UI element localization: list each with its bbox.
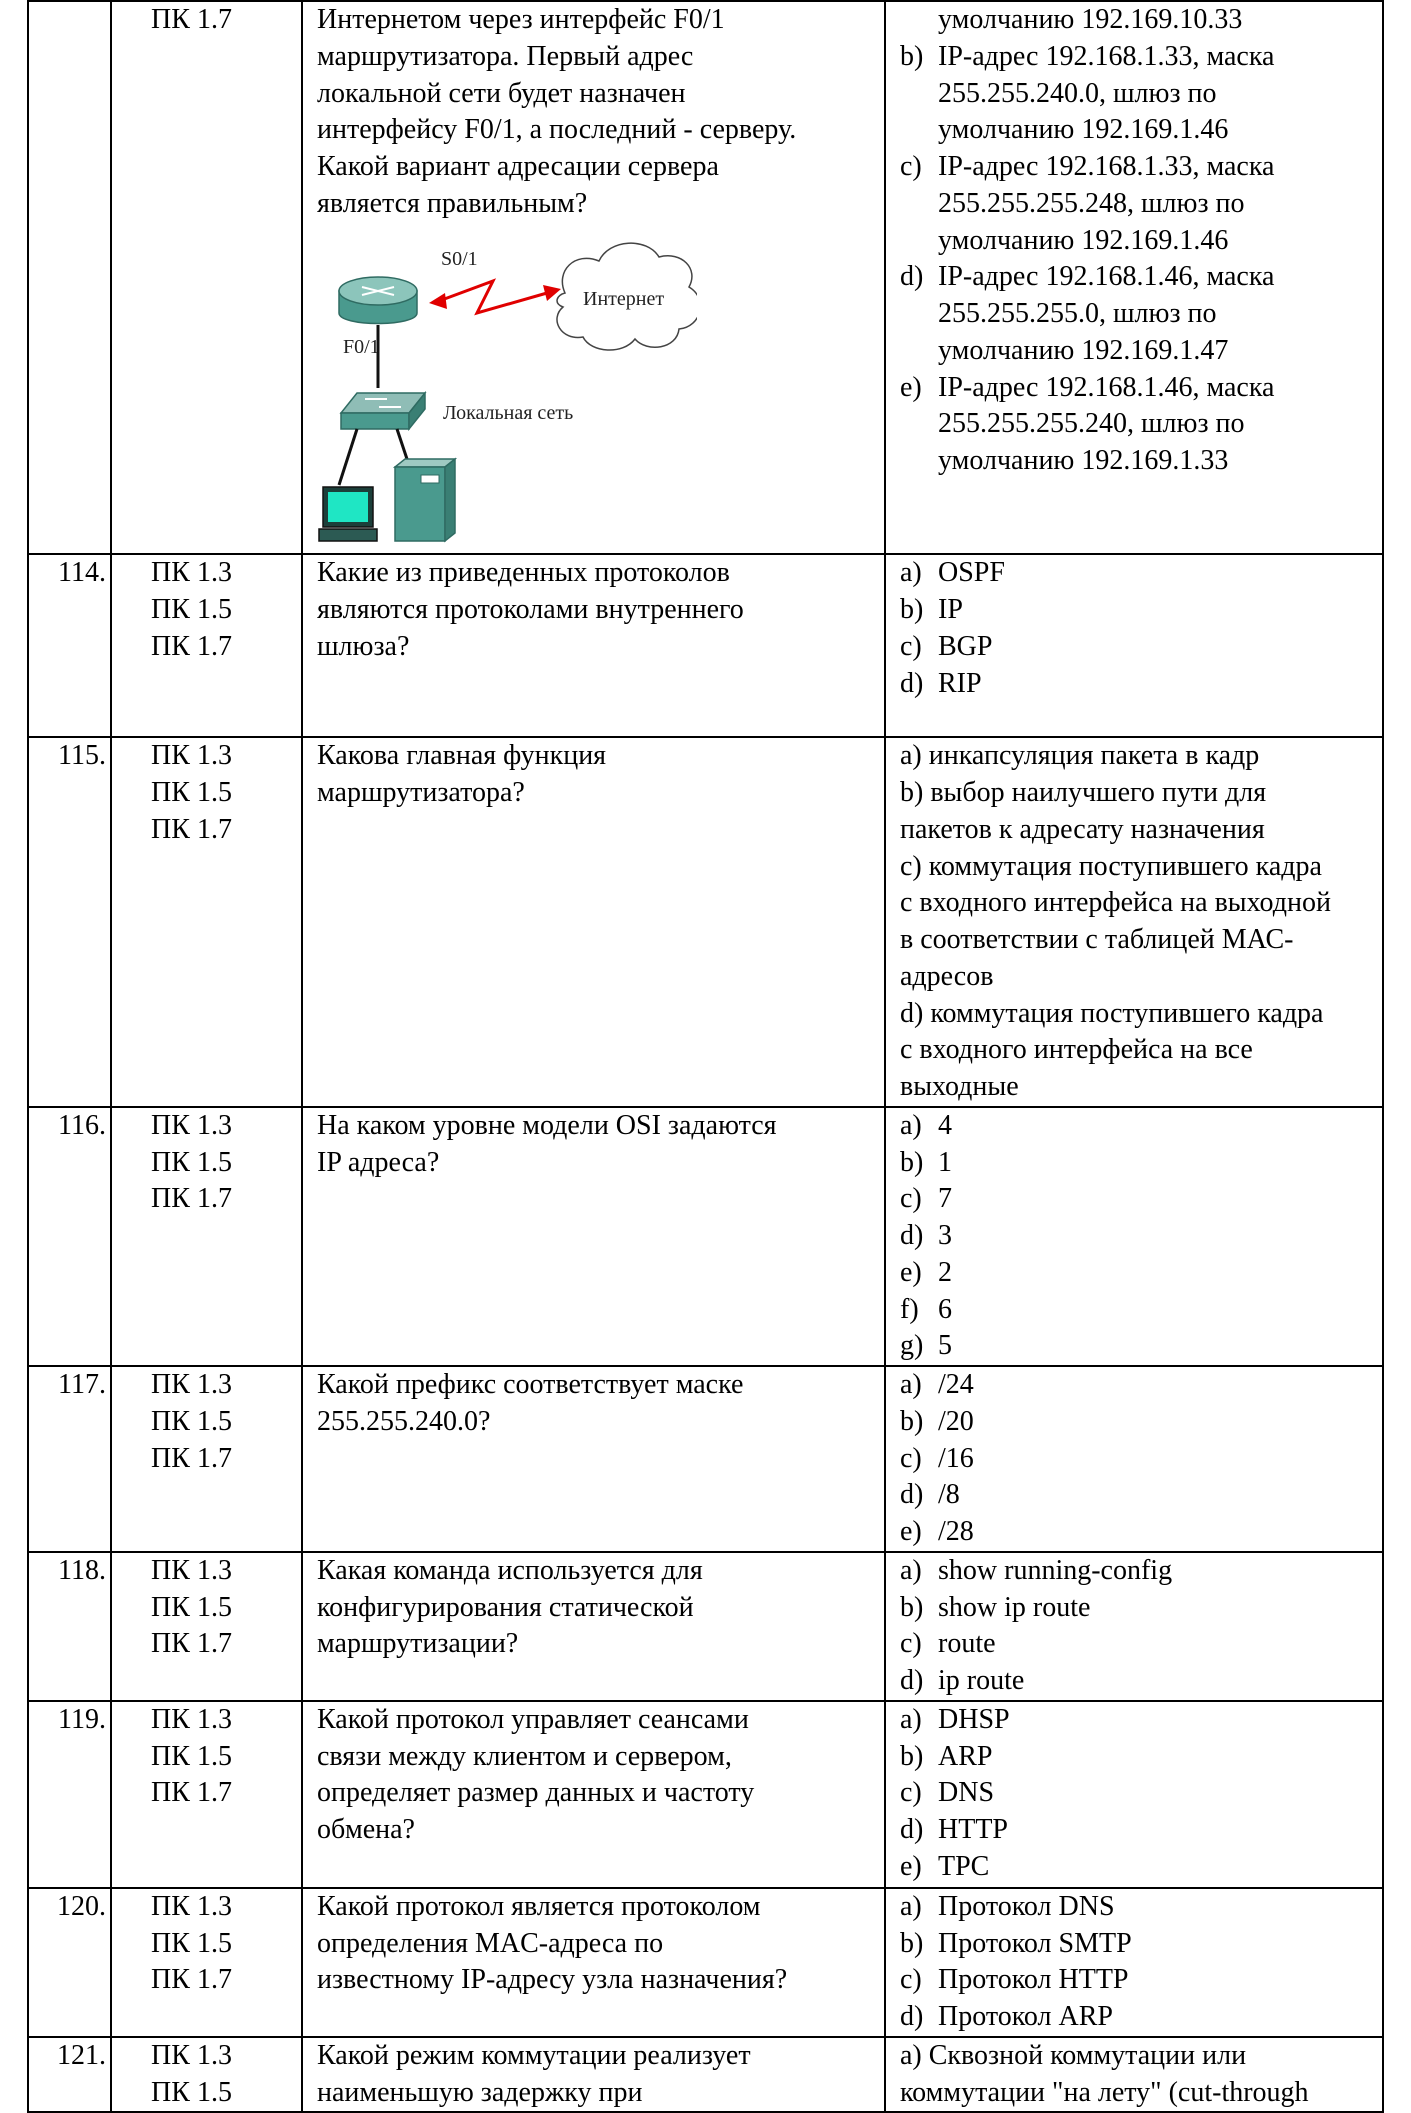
option-marker: e) <box>900 371 922 403</box>
answer-option <box>900 1328 1378 1365</box>
competency-code: ПК 1.3 <box>151 557 232 589</box>
option-text-line: пакетов к адресату назначения <box>900 813 1265 845</box>
option-text <box>938 1812 1378 1849</box>
option-text-line: b) выбор наилучшего пути для <box>900 777 1267 808</box>
competency-cell <box>111 2037 302 2113</box>
question-row <box>28 2037 1383 2113</box>
option-marker: d) <box>900 667 924 699</box>
option-marker: b) <box>900 1405 924 1437</box>
answer-option <box>900 39 1378 149</box>
answer-option <box>900 1999 1378 2036</box>
option-text <box>938 1849 1378 1886</box>
option-text <box>938 1108 1378 1145</box>
question-text-line: интерфейсу F0/1, а последний - серверу. <box>317 114 797 146</box>
answer-option <box>900 1108 1378 1145</box>
question-number-cell <box>28 1107 111 1366</box>
competency-code: ПК 1.5 <box>151 1927 232 1959</box>
option-marker: d) <box>900 1814 924 1845</box>
question-row <box>28 1701 1383 1888</box>
option-text <box>938 1590 1378 1627</box>
option-marker: c) <box>900 1442 922 1474</box>
option-text <box>938 1441 1378 1478</box>
answer-continuation <box>900 2 1378 39</box>
option-text-line: 2 <box>938 1256 952 1288</box>
option-marker: a) <box>900 1703 922 1735</box>
option-marker: b) <box>900 1927 924 1959</box>
answer-option <box>900 849 1378 996</box>
question-text-line: Какой режим коммутации реализует <box>317 2039 751 2071</box>
answer-option <box>900 259 1378 369</box>
question-text-line: Какой вариант адресации сервера <box>317 151 719 182</box>
option-text-line: Протокол SMTP <box>938 1927 1132 1959</box>
option-text-line: DHSP <box>938 1703 1010 1735</box>
option-text-line: TPC <box>938 1850 990 1882</box>
option-text-line: 255.255.255.0, шлюз по <box>938 298 1217 329</box>
answer-option <box>900 1889 1378 1926</box>
option-marker: a) <box>900 1369 922 1400</box>
option-text-line: 4 <box>938 1109 952 1141</box>
option-text-line: /28 <box>938 1516 974 1547</box>
answer-option <box>900 738 1378 775</box>
question-text-line: известному IP-адресу узла назначения? <box>317 1964 788 1996</box>
option-text <box>938 1292 1378 1329</box>
question-number-cell <box>28 554 111 737</box>
option-text <box>938 1999 1378 2036</box>
option-text <box>938 1255 1378 1292</box>
answer-option <box>900 1663 1378 1700</box>
option-text-line: route <box>938 1628 996 1660</box>
answer-options-cell <box>885 1107 1383 1366</box>
question-text-line: обмена? <box>317 1814 415 1845</box>
question-row <box>28 1888 1383 2037</box>
option-marker: b) <box>900 1740 924 1772</box>
question-row <box>28 1107 1383 1366</box>
competency-code: ПК 1.7 <box>151 1628 232 1660</box>
option-marker: d) <box>900 1220 924 1251</box>
question-text-cell <box>302 1888 885 2037</box>
answer-option <box>900 1477 1378 1514</box>
answer-option <box>900 629 1378 666</box>
question-text-line: Какой префикс соответствует маске <box>317 1369 744 1400</box>
option-text-line: выходные <box>900 1071 1019 1102</box>
option-marker: b) <box>900 1591 924 1623</box>
option-text <box>938 1181 1378 1218</box>
option-marker: a) <box>900 557 922 589</box>
question-text-line: наименьшую задержку при <box>317 2076 643 2108</box>
option-text-line: 1 <box>938 1146 952 1178</box>
option-marker: e) <box>900 1516 922 1547</box>
lan-label: Локальная сеть <box>443 401 574 424</box>
option-text-line: /20 <box>938 1405 974 1437</box>
option-marker: c) <box>900 1628 922 1660</box>
question-number: 116. <box>58 1109 106 1141</box>
competency-code: ПК 1.3 <box>151 1369 232 1400</box>
option-text-line: 3 <box>938 1220 952 1251</box>
question-text-line: определения MAC-адреса по <box>317 1927 664 1959</box>
option-text-line: IP-адрес 192.168.1.46, маска <box>938 371 1275 403</box>
switch-icon <box>341 393 425 429</box>
question-number: 117. <box>58 1369 106 1400</box>
pc-icon <box>319 487 377 541</box>
option-marker: d) <box>900 2001 924 2032</box>
question-text-line: маршрутизации? <box>317 1628 519 1660</box>
option-text <box>938 1145 1378 1182</box>
competency-code: ПК 1.3 <box>151 1703 232 1735</box>
question-text-cell <box>302 1552 885 1701</box>
option-text <box>938 1663 1378 1700</box>
competency-code: ПК 1.3 <box>151 1109 232 1141</box>
answer-options-cell <box>885 2037 1383 2113</box>
competency-code: ПК 1.5 <box>151 1740 232 1772</box>
option-text-line: Протокол ARP <box>938 2001 1113 2032</box>
option-text-line: DNS <box>938 1777 995 1809</box>
option-text <box>938 1926 1378 1963</box>
answer-option <box>900 1849 1378 1886</box>
answer-option <box>900 1181 1378 1218</box>
answer-option <box>900 1739 1378 1776</box>
option-text-line: IP <box>938 594 963 625</box>
option-text-line: IP-адрес 192.168.1.46, маска <box>938 261 1275 293</box>
answer-option <box>900 1218 1378 1255</box>
competency-cell <box>111 1 302 554</box>
option-text-line: /16 <box>938 1442 974 1474</box>
network-diagram <box>317 223 878 554</box>
question-number-cell <box>28 1552 111 1701</box>
server-icon <box>395 459 455 541</box>
competency-code: ПК 1.3 <box>151 1554 232 1586</box>
option-text-line: Протокол DNS <box>938 1890 1115 1922</box>
f01-label: F0/1 <box>343 335 380 358</box>
question-text-line: На каком уровне модели OSI задаются <box>317 1109 777 1141</box>
question-text-line: маршрутизатора. Первый адрес <box>317 40 694 72</box>
option-text-line: умолчанию 192.169.1.47 <box>938 334 1229 366</box>
option-marker: c) <box>900 151 922 182</box>
option-marker: d) <box>900 1479 924 1511</box>
competency-code: ПК 1.7 <box>151 630 232 662</box>
option-text <box>938 1477 1378 1514</box>
option-marker: e) <box>900 1850 922 1882</box>
competency-cell <box>111 554 302 737</box>
answer-options-cell <box>885 1888 1383 2037</box>
option-text <box>938 1889 1378 1926</box>
competency-cell <box>111 737 302 1107</box>
option-text <box>938 1404 1378 1441</box>
question-text-line: Какой протокол является протоколом <box>317 1890 761 1922</box>
answer-option <box>900 592 1378 629</box>
option-marker: e) <box>900 1256 922 1288</box>
option-text <box>938 149 1378 259</box>
competency-code: ПК 1.7 <box>151 1777 232 1809</box>
question-text-line: 255.255.240.0? <box>317 1405 491 1437</box>
answer-option <box>900 1441 1378 1478</box>
internet-label: Интернет <box>583 287 665 310</box>
option-text-line: HTTP <box>938 1814 1008 1845</box>
question-number: 114. <box>58 557 106 589</box>
answer-option <box>900 775 1378 849</box>
answer-option <box>900 370 1378 480</box>
option-marker: f) <box>900 1293 919 1325</box>
question-number-cell <box>28 1701 111 1888</box>
question-text-line: маршрутизатора? <box>317 777 525 808</box>
s01-label: S0/1 <box>441 247 478 270</box>
question-text-line: Какие из приведенных протоколов <box>317 557 730 589</box>
option-text-line: умолчанию 192.169.1.46 <box>938 114 1229 146</box>
option-text-line: умолчанию 192.169.10.33 <box>938 4 1243 35</box>
option-text <box>938 1367 1378 1404</box>
question-row <box>28 1 1383 554</box>
competency-cell <box>111 1107 302 1366</box>
option-text-line: IP-адрес 192.168.1.33, маска <box>938 40 1275 72</box>
competency-code: ПК 1.5 <box>151 1591 232 1623</box>
question-text-line: шлюза? <box>317 630 410 662</box>
option-text-line: с входного интерфейса на все <box>900 1034 1253 1066</box>
question-text-cell <box>302 2037 885 2113</box>
answer-option <box>900 1145 1378 1182</box>
question-row <box>28 1366 1383 1552</box>
pc-link <box>339 429 357 485</box>
option-marker: c) <box>900 630 922 662</box>
option-text-line: умолчанию 192.169.1.46 <box>938 224 1229 256</box>
answer-options-cell <box>885 554 1383 737</box>
answer-option <box>900 996 1378 1106</box>
option-marker: a) <box>900 1890 922 1922</box>
answer-option <box>900 1626 1378 1663</box>
option-marker-spacer <box>900 2 938 39</box>
question-number-cell <box>28 737 111 1107</box>
answer-option <box>900 555 1378 592</box>
competency-code: ПК 1.3 <box>151 2039 232 2071</box>
option-text <box>938 1775 1378 1812</box>
competency-code: ПК 1.5 <box>151 594 232 625</box>
option-text <box>938 592 1378 629</box>
option-text-line: коммутации "на лету" (cut-through <box>900 2076 1309 2108</box>
option-text <box>938 1553 1378 1590</box>
option-marker: c) <box>900 1964 922 1996</box>
option-text-line: a) Сквозной коммутации или <box>900 2039 1247 2071</box>
answer-option <box>900 1702 1378 1739</box>
option-text <box>938 1702 1378 1739</box>
answer-option <box>900 1255 1378 1292</box>
competency-code: ПК 1.3 <box>151 740 232 772</box>
option-text <box>938 666 1378 703</box>
answer-options-cell <box>885 1366 1383 1552</box>
option-text-line: умолчанию 192.169.1.33 <box>938 445 1229 476</box>
option-text-line: 255.255.240.0, шлюз по <box>938 77 1217 109</box>
serial-link <box>429 281 561 313</box>
option-text <box>938 555 1378 592</box>
competency-cell <box>111 1888 302 2037</box>
answer-option <box>900 1812 1378 1849</box>
competency-code: ПК 1.5 <box>151 2076 232 2108</box>
question-text-cell <box>302 554 885 737</box>
option-text-line: show running-config <box>938 1554 1173 1586</box>
competency-code: ПК 1.7 <box>151 813 232 845</box>
answer-option <box>900 1367 1378 1404</box>
questions-table <box>27 0 1384 2113</box>
option-text-line: OSPF <box>938 557 1005 589</box>
question-text-line: связи между клиентом и сервером, <box>317 1740 732 1772</box>
question-row <box>28 554 1383 737</box>
option-text-line: адресов <box>900 960 994 992</box>
competency-cell <box>111 1552 302 1701</box>
option-marker: a) <box>900 1554 922 1586</box>
answer-options-cell <box>885 1 1383 554</box>
answer-options-cell <box>885 1701 1383 1888</box>
question-row <box>28 737 1383 1107</box>
question-number-cell <box>28 1888 111 2037</box>
option-text-line: ip route <box>938 1665 1025 1696</box>
option-text <box>938 1962 1378 1999</box>
option-text-line: в соответствии с таблицей МАС- <box>900 924 1294 955</box>
option-marker: b) <box>900 40 924 72</box>
option-marker: b) <box>900 1146 924 1178</box>
option-text <box>938 1328 1378 1365</box>
competency-code: ПК 1.3 <box>151 1890 232 1922</box>
option-text-line: с входного интерфейса на выходной <box>900 887 1331 919</box>
option-text-line: 255.255.255.240, шлюз по <box>938 408 1245 440</box>
question-text-cell <box>302 1701 885 1888</box>
question-text-line: являются протоколами внутреннего <box>317 594 744 625</box>
answer-option <box>900 1514 1378 1551</box>
question-number-cell <box>28 1366 111 1552</box>
question-text-line: является правильным? <box>317 187 588 219</box>
question-text-line: определяет размер данных и частоту <box>317 1777 755 1809</box>
option-text <box>938 39 1378 149</box>
option-text-line: /8 <box>938 1479 960 1511</box>
question-text-line: Какая команда используется для <box>317 1554 703 1586</box>
router-icon <box>339 277 417 324</box>
question-text-line: Какова главная функция <box>317 740 607 772</box>
question-number: 121. <box>57 2039 106 2071</box>
competency-cell <box>111 1366 302 1552</box>
answer-option <box>900 1775 1378 1812</box>
option-text <box>938 1739 1378 1776</box>
question-text-line: IP адреса? <box>317 1146 440 1178</box>
option-text-line: ARP <box>938 1740 993 1772</box>
question-number: 120. <box>57 1890 106 1922</box>
option-marker: b) <box>900 594 924 625</box>
option-marker: g) <box>900 1330 924 1362</box>
answer-option <box>900 1553 1378 1590</box>
answer-option <box>900 1590 1378 1627</box>
answer-options-cell <box>885 1552 1383 1701</box>
competency-code: ПК 1.5 <box>151 1146 232 1178</box>
competency-code: ПК 1.5 <box>151 777 232 808</box>
option-text <box>938 370 1378 480</box>
answer-option <box>900 1962 1378 1999</box>
option-marker: a) <box>900 1109 922 1141</box>
competency-code: ПК 1.7 <box>151 1183 232 1215</box>
question-text-cell <box>302 1107 885 1366</box>
question-number: 115. <box>58 740 106 772</box>
answer-options-cell <box>885 737 1383 1107</box>
question-number: 119. <box>58 1703 106 1735</box>
option-text-line: 255.255.255.248, шлюз по <box>938 187 1245 219</box>
answer-option <box>900 1404 1378 1441</box>
option-text <box>938 1626 1378 1663</box>
option-text-line: c) коммутация поступившего кадра <box>900 850 1322 882</box>
option-text-line: a) инкапсуляция пакета в кадр <box>900 740 1260 772</box>
option-text-line: 7 <box>938 1183 952 1215</box>
question-text-line: конфигурирования статической <box>317 1591 694 1623</box>
question-row <box>28 1552 1383 1701</box>
option-text-line: d) коммутация поступившего кадра <box>900 997 1324 1029</box>
competency-code: ПК 1.5 <box>151 1405 232 1437</box>
answer-option <box>900 1926 1378 1963</box>
competency-code: ПК 1.7 <box>151 4 232 35</box>
question-text-cell <box>302 1 885 554</box>
competency-cell <box>111 1701 302 1888</box>
answer-option <box>900 149 1378 259</box>
option-text-line: /24 <box>938 1369 974 1400</box>
option-text <box>938 629 1378 666</box>
competency-code: ПК 1.7 <box>151 1964 232 1996</box>
option-text-line: show ip route <box>938 1591 1091 1623</box>
option-text <box>938 1218 1378 1255</box>
questions-table-body <box>28 1 1383 2112</box>
option-marker: d) <box>900 1665 924 1696</box>
option-marker: c) <box>900 1183 922 1215</box>
question-number-cell <box>28 2037 111 2113</box>
option-text <box>938 259 1378 369</box>
question-text-line: локальной сети будет назначен <box>317 77 686 109</box>
option-text-line: 6 <box>938 1293 952 1325</box>
option-text-line: RIP <box>938 667 982 699</box>
answer-option <box>900 666 1378 703</box>
option-text-line: IP-адрес 192.168.1.33, маска <box>938 151 1275 182</box>
question-text-cell <box>302 737 885 1107</box>
question-text-line: Интернетом через интерфейс F0/1 <box>317 4 725 35</box>
question-text-line: Какой протокол управляет сеансами <box>317 1703 749 1735</box>
question-text-cell <box>302 1366 885 1552</box>
question-number-cell <box>28 1 111 554</box>
answer-option <box>900 1292 1378 1329</box>
answer-option <box>900 2038 1378 2112</box>
option-text-line: BGP <box>938 630 993 662</box>
option-marker: c) <box>900 1777 922 1809</box>
question-number: 118. <box>58 1554 106 1586</box>
option-text-line: Протокол HTTP <box>938 1964 1129 1996</box>
option-text <box>938 1514 1378 1551</box>
competency-code: ПК 1.7 <box>151 1442 232 1474</box>
option-text-line: 5 <box>938 1330 952 1362</box>
option-marker: d) <box>900 261 924 293</box>
